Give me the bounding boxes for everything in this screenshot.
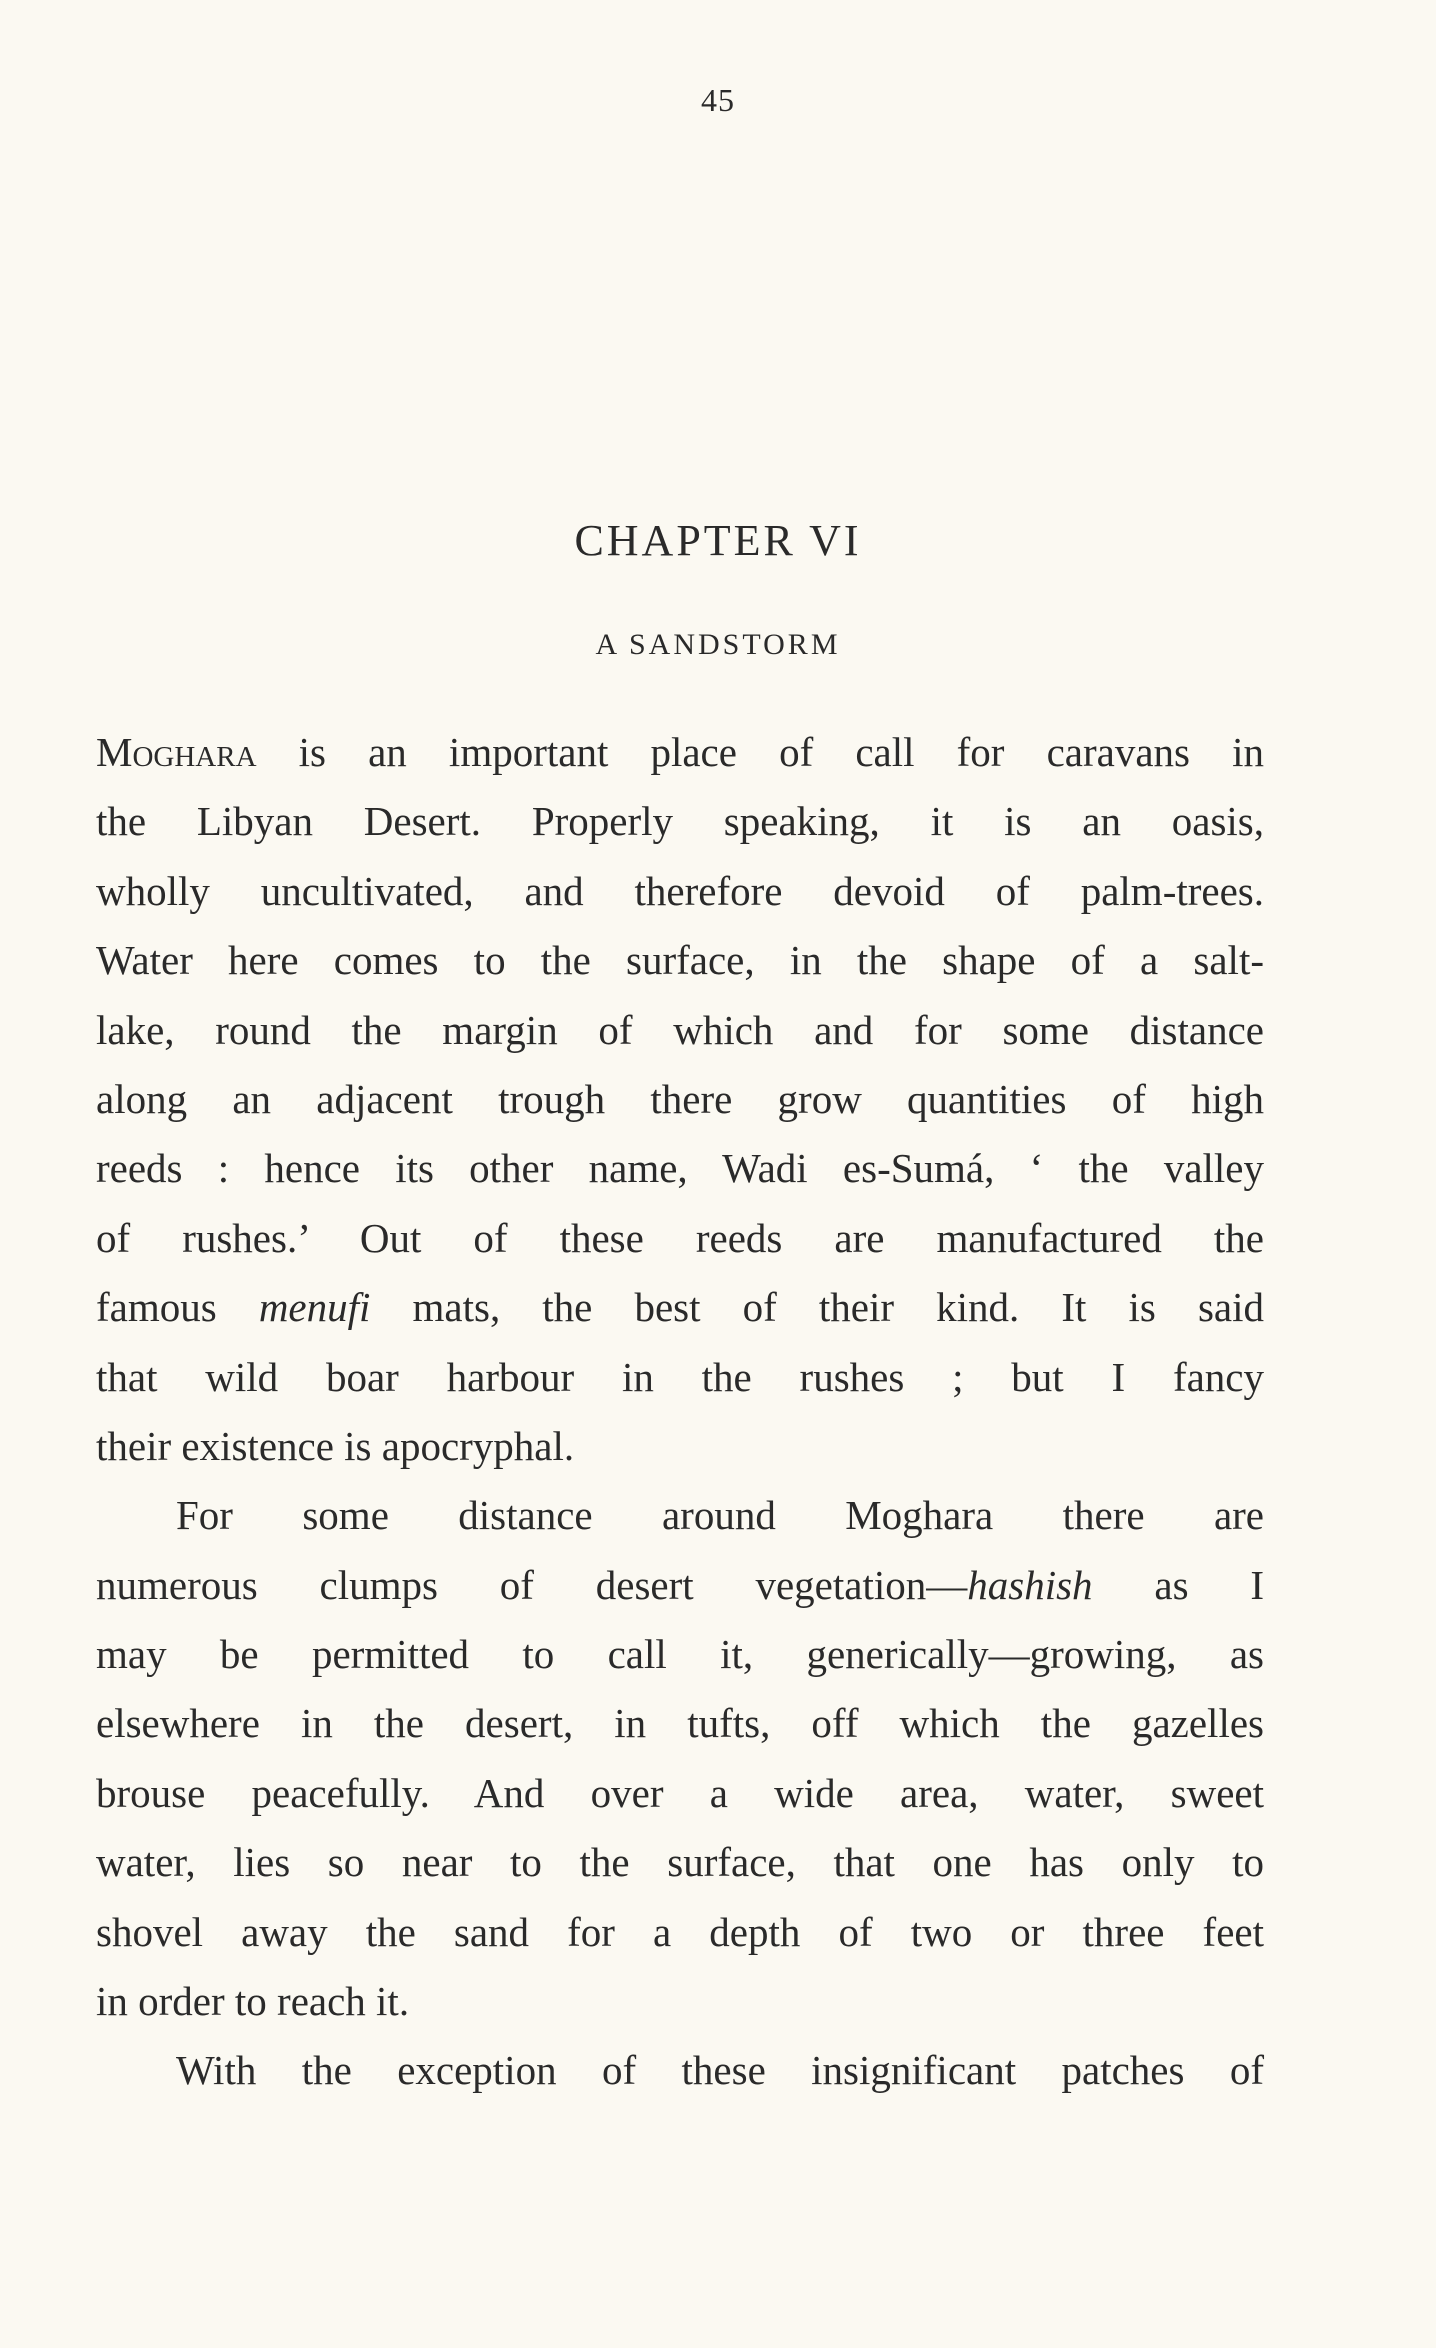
text-segment: is an important place of call for caravans in	[256, 729, 1264, 775]
italic-word: menufi	[258, 1284, 371, 1331]
text-segment: shovel away the sand for a depth of two or three feet	[96, 1908, 1264, 1955]
text-segment: famous	[96, 1284, 259, 1331]
text-line	[96, 1689, 1264, 1758]
text-line	[96, 1759, 1264, 1828]
text-line	[96, 787, 1264, 856]
text-segment: may be permitted to call it, generically—growing, as	[96, 1631, 1264, 1678]
text-line	[96, 1967, 1264, 2036]
text-line	[96, 1273, 1264, 1342]
text-line	[96, 996, 1264, 1065]
text-line	[96, 1204, 1264, 1273]
text-line	[96, 857, 1264, 926]
text-segment: numerous clumps of desert vegetation—	[96, 1561, 968, 1608]
text-segment: wholly uncultivated, and therefore devoid of palm-trees.	[96, 867, 1264, 914]
text-line	[96, 926, 1264, 995]
text-segment: in order to reach it.	[96, 1978, 410, 2025]
text-segment: elsewhere in the desert, in tufts, off which the gazelles	[96, 1700, 1264, 1747]
chapter-subtitle: A SANDSTORM	[595, 628, 841, 661]
text-line	[96, 1412, 1264, 1481]
italic-word: hashish	[967, 1561, 1093, 1608]
paragraph	[96, 718, 1264, 1481]
paragraph	[96, 2036, 1264, 2105]
text-line	[96, 1898, 1264, 1967]
text-line	[96, 1828, 1264, 1897]
chapter-heading: CHAPTER VI	[574, 516, 862, 565]
page-number: 45	[701, 82, 735, 118]
text-line	[96, 2036, 1264, 2105]
text-segment: their existence is apocryphal.	[96, 1422, 575, 1469]
body-text	[96, 718, 1264, 2106]
text-segment: reeds : hence its other name, Wadi es-Sumá, ‘ the valley	[96, 1145, 1264, 1192]
paragraph	[96, 1481, 1264, 2036]
text-line	[96, 1481, 1264, 1550]
text-segment: lake, round the margin of which and for some distance	[96, 1006, 1264, 1053]
text-segment: brouse peacefully. And over a wide area, water, sweet	[96, 1769, 1264, 1816]
text-segment: the Libyan Desert. Properly speaking, it is an oasis,	[96, 798, 1264, 845]
text-segment: as I	[1092, 1561, 1264, 1608]
text-segment: Water here comes to the surface, in the shape of a salt-	[96, 937, 1264, 984]
text-segment: along an adjacent trough there grow quantities of high	[96, 1075, 1264, 1122]
small-caps-word: Moghara	[96, 729, 257, 775]
text-segment: of rushes.’ Out of these reeds are manufactured the	[96, 1214, 1264, 1261]
text-segment: For some distance around Moghara there are	[176, 1492, 1264, 1539]
text-line	[96, 1065, 1264, 1134]
text-segment: mats, the best of their kind. It is said	[370, 1284, 1265, 1331]
text-line	[96, 1620, 1264, 1689]
text-line	[96, 1551, 1264, 1620]
text-segment: With the exception of these insignificant patches of	[176, 2047, 1264, 2094]
text-line	[96, 718, 1264, 787]
text-line	[96, 1343, 1264, 1412]
text-line	[96, 1134, 1264, 1203]
text-segment: that wild boar harbour in the rushes ; but I fancy	[96, 1353, 1264, 1400]
text-segment: water, lies so near to the surface, that one has only to	[96, 1839, 1264, 1886]
